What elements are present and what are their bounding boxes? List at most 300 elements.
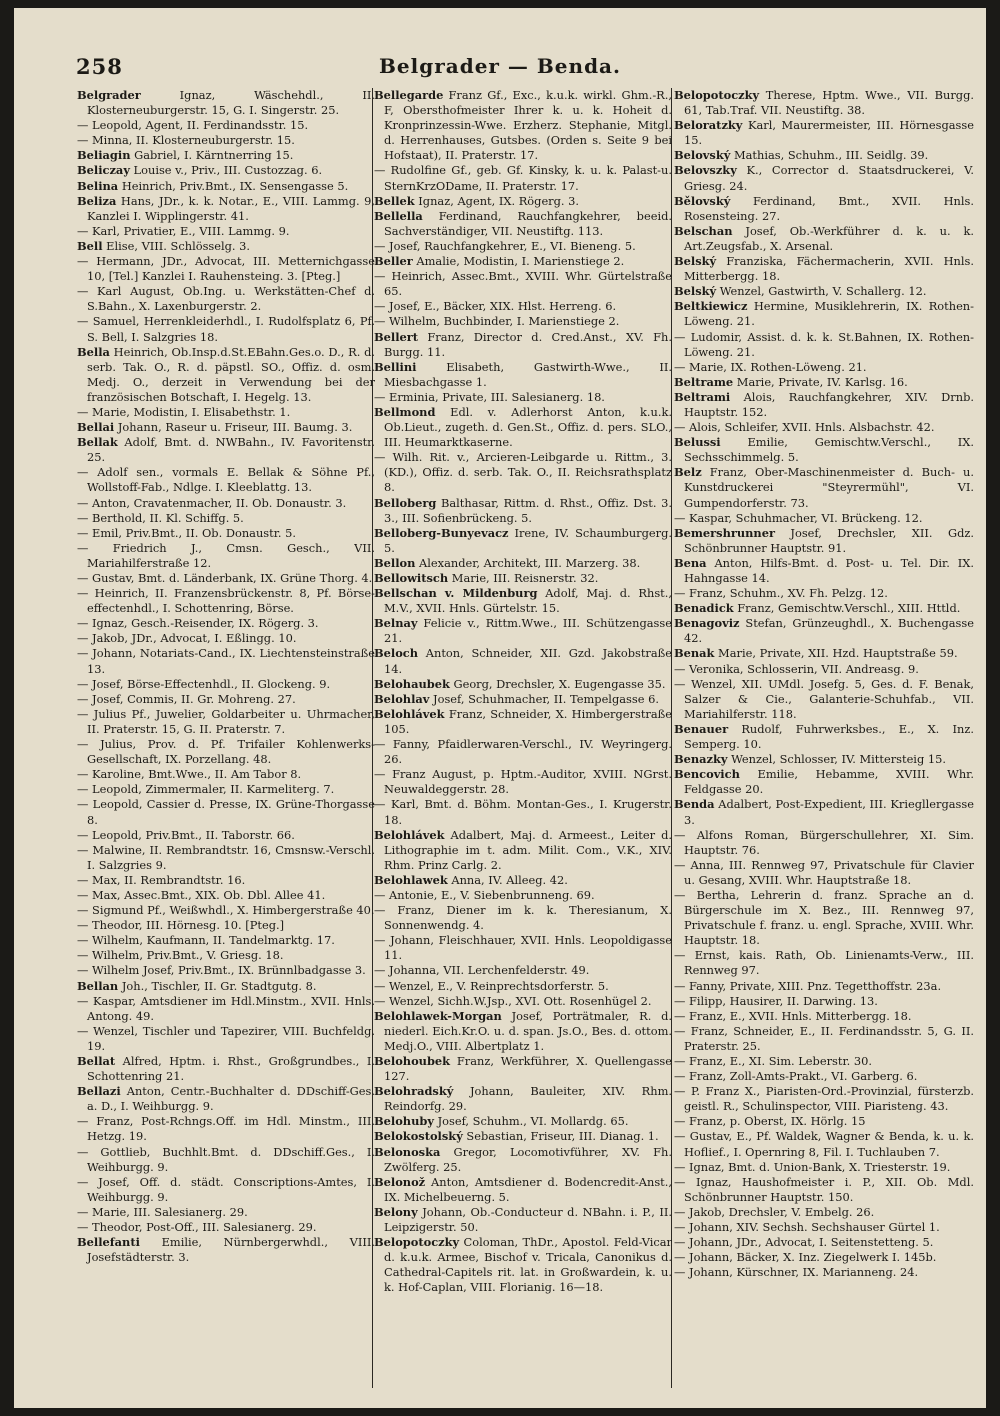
directory-entry	[77, 586, 375, 616]
directory-entry	[77, 767, 375, 782]
entry-text: — Josef, Commis, II. Gr. Mohreng. 27.	[77, 691, 296, 706]
entry-text: Hans, JDr., k. k. Notar., E., VIII. Lammg. 9, Kanzlei I. Wipplingerstr. 41.	[87, 193, 375, 223]
directory-entry	[374, 88, 672, 163]
entry-text: — Erminia, Private, III. Salesianerg. 18.	[374, 389, 605, 404]
directory-entry	[77, 133, 375, 148]
directory-entry	[77, 1220, 375, 1235]
entry-text: Ignaz, Wäschehdl., II. Klosterneuburgerstr. 15, G. I. Singerstr. 25.	[87, 88, 375, 118]
entry-surname: Bellan	[77, 978, 119, 993]
entry-text: Stefan, Grünzeughdl., X. Buchengasse 42.	[684, 616, 974, 646]
entry-text: — Theodor, III. Hörnesg. 10. [Pteg.]	[77, 918, 285, 933]
directory-entry	[77, 345, 375, 405]
directory-entry	[77, 1114, 375, 1144]
directory-entry	[374, 692, 672, 707]
directory-entry	[374, 1205, 672, 1235]
entry-surname: Belohlawek	[374, 872, 448, 887]
directory-entry	[374, 163, 672, 193]
entry-surname: Belokostolský	[374, 1129, 463, 1144]
directory-entry	[674, 1205, 974, 1220]
entry-text: Therese, Hptm. Wwe., VII. Burgg. 61, Tab.Traf. VII. Neustiftg. 38.	[684, 88, 974, 118]
entry-text: — Josef, E., Bäcker, XIX. Hlst. Herreng. 6.	[374, 299, 617, 314]
directory-entry	[374, 405, 672, 450]
entry-text: — Franz, p. Oberst, IX. Hörlg. 15	[674, 1114, 866, 1129]
entry-text: Gregor, Locomotivführer, XV. Fh. Zwölferg. 25.	[384, 1144, 672, 1174]
entry-text: Karl, Maurermeister, III. Hörnesgasse 15.	[684, 118, 974, 148]
entry-surname: Belloberg	[374, 495, 437, 510]
directory-entry	[374, 571, 672, 586]
entry-text: Emilie, Hebamme, XVIII. Whr. Feldgasse 20.	[684, 767, 974, 797]
directory-entry	[674, 828, 974, 858]
entry-text: Johann, Bauleiter, XIV. Rhm. Reindorfg. 29.	[384, 1084, 672, 1114]
entry-text: — Ignaz, Haushofmeister i. P., XII. Ob. Mdl. Schönbrunner Hauptstr. 150.	[674, 1174, 974, 1204]
entry-text: Franz, Ober-Maschinenmeister d. Buch- u. Kunstdruckerei "Steyrermühl", VI. Gumpendorferstr. 73.	[684, 465, 974, 510]
directory-entry	[674, 1220, 974, 1235]
directory-entry	[374, 933, 672, 963]
entry-text: Josef, Schuhm., VI. Mollardg. 65.	[433, 1114, 629, 1129]
directory-entry	[374, 828, 672, 873]
directory-entry	[77, 420, 375, 435]
directory-entry	[77, 963, 375, 978]
directory-entry	[374, 450, 672, 495]
directory-entry	[77, 888, 375, 903]
directory-entry	[374, 646, 672, 676]
entry-surname: Bella	[77, 344, 110, 359]
directory-entry	[674, 1084, 974, 1114]
directory-entry	[77, 873, 375, 888]
directory-entry	[674, 646, 974, 661]
directory-entry	[77, 918, 375, 933]
directory-entry	[674, 254, 974, 284]
entry-text: Gabriel, I. Kärntnerring 15.	[130, 148, 294, 163]
directory-entry	[77, 1054, 375, 1084]
directory-entry	[77, 194, 375, 224]
directory-entry	[674, 420, 974, 435]
directory-entry	[674, 1250, 974, 1265]
directory-entry	[674, 375, 974, 390]
entry-text: — Leopold, Agent, II. Ferdinandsstr. 15.	[77, 118, 309, 133]
entry-text: — Karl August, Ob.Ing. u. Werkstätten-Chef d. S.Bahn., X. Laxenburgerstr. 2.	[77, 284, 375, 314]
entry-text: Hermine, Musiklehrerin, IX. Rothen-Löweng. 21.	[684, 299, 974, 329]
entry-text: Sebastian, Friseur, III. Dianag. 1.	[462, 1129, 659, 1144]
entry-text: — Franz, E., XVII. Hnls. Mitterbergg. 18.	[674, 1008, 912, 1023]
directory-entry	[674, 88, 974, 118]
directory-entry	[374, 330, 672, 360]
entry-text: — Malwine, II. Rembrandtstr. 16, Cmsnsw.-Verschl. I. Salzgries 9.	[77, 842, 375, 872]
entry-surname: Beltrame	[674, 374, 734, 389]
directory-entry	[77, 797, 375, 827]
directory-entry	[77, 571, 375, 586]
directory-entry	[77, 496, 375, 511]
directory-entry	[674, 1054, 974, 1069]
entry-text: — Leopold, Cassier d. Presse, IX. Grüne-Thorgasse 8.	[77, 797, 375, 827]
directory-entry	[77, 1205, 375, 1220]
entry-surname: Belonoska	[374, 1144, 441, 1159]
entry-surname: Beloratzky	[674, 118, 743, 133]
entry-text: — Wenzel, Sichh.W.Jsp., XVI. Ott. Rosenhügel 2.	[374, 993, 652, 1008]
entry-surname: Bellert	[374, 329, 419, 344]
entry-surname: Benauer	[674, 721, 729, 736]
directory-entry	[77, 1175, 375, 1205]
directory-entry	[374, 1084, 672, 1114]
entry-text: — Franz, Schneider, E., II. Ferdinandsstr. 5, G. II. Praterstr. 25.	[674, 1023, 974, 1053]
entry-text: — Wilhelm, Kaufmann, II. Tandelmarktg. 17.	[77, 933, 335, 948]
column-2	[374, 88, 672, 1398]
directory-entry	[77, 88, 375, 118]
entry-text: — Sigmund Pf., Weißwhdl., X. Himbergerstraße 40.	[77, 903, 375, 918]
entry-text: Anton, Hilfs-Bmt. d. Post- u. Tel. Dir. IX. Hahngasse 14.	[684, 555, 974, 585]
running-head: Belgrader — Benda.	[379, 54, 621, 78]
entry-text: Joh., Tischler, II. Gr. Stadtgutg. 8.	[118, 978, 317, 993]
entry-text: — Ignaz, Bmt. d. Union-Bank, X. Triesterstr. 19.	[674, 1159, 951, 1174]
directory-entry	[77, 224, 375, 239]
entry-surname: Belz	[674, 465, 702, 480]
entry-surname: Beliagin	[77, 148, 131, 163]
entry-text: Franz Gf., Exc., k.u.k. wirkl. Ghm.-R., F, Obersthofmeister Ihrer k. u. k. Hoheit d. Kronprinzessin-Wwe. Erzherz. Stephanie, Mitgl. d. Herrenhauses, Gutsbes. (Orden s. Seite 9 bei Hofstaat), II. Praterstr. 17.	[384, 88, 672, 163]
entry-text: Wenzel, Gastwirth, V. Schallerg. 12.	[716, 284, 927, 299]
entry-text: — Alfons Roman, Bürgerschullehrer, XI. Sim. Hauptstr. 76.	[674, 827, 974, 857]
column-3	[674, 88, 974, 1398]
entry-text: Wenzel, Schlosser, IV. Mittersteig 15.	[727, 752, 946, 767]
directory-entry	[77, 163, 375, 178]
entry-text: — Johann, Fleischhauer, XVII. Hnls. Leopoldigasse 11.	[374, 933, 672, 963]
entry-text: Johann, Raseur u. Friseur, III. Baumg. 3.	[114, 420, 353, 435]
directory-entry	[674, 390, 974, 420]
entry-surname: Belovský	[674, 148, 731, 163]
directory-entry	[77, 254, 375, 284]
directory-entry	[374, 797, 672, 827]
entry-text: — Julius Pf., Juwelier, Goldarbeiter u. Uhrmacher, II. Praterstr. 15, G. II. Praterstr. 7.	[77, 706, 375, 736]
entry-text: — Josef, Off. d. städt. Conscriptions-Amtes, I. Weihburgg. 9.	[77, 1174, 375, 1204]
entry-surname: Bellak	[77, 435, 118, 450]
directory-entry	[77, 148, 375, 163]
directory-entry	[674, 858, 974, 888]
entry-surname: Bell	[77, 238, 103, 253]
entry-text: — Friedrich J., Cmsn. Gesch., VII. Mariahilferstraße 12.	[77, 540, 375, 570]
entry-text: — Franz, Schuhm., XV. Fh. Pelzg. 12.	[674, 586, 888, 601]
directory-entry	[77, 631, 375, 646]
directory-page	[14, 8, 986, 1408]
entry-text: — Berthold, II. Kl. Schiffg. 5.	[77, 510, 244, 525]
directory-entry	[674, 662, 974, 677]
entry-surname: Belony	[374, 1204, 418, 1219]
entry-surname: Belohlawek-Morgan	[374, 1008, 502, 1023]
entry-text: Coloman, ThDr., Apostol. Feld-Vicar d. k.u.k. Armee, Bischof v. Tricala, Canonikus d. Cathedral-Capitels rit. lat. in Großwardein, k. u. k. Hof-Caplan, VIII. Florianig. 16—18.	[384, 1235, 672, 1295]
entry-surname: Beliczay	[77, 163, 130, 178]
directory-entry	[674, 1160, 974, 1175]
entry-surname: Belovszky	[674, 163, 737, 178]
entry-surname: Bellowitsch	[374, 571, 449, 585]
entry-surname: Belgrader	[77, 88, 141, 102]
entry-text: — Anna, III. Rennweg 97, Privatschule für Clavier u. Gesang, XVIII. Whr. Hauptstraße 18.	[674, 857, 974, 887]
directory-entry	[674, 163, 974, 193]
directory-entry	[374, 873, 672, 888]
directory-entry	[674, 888, 974, 948]
directory-entry	[374, 1129, 672, 1144]
directory-entry	[374, 209, 672, 239]
entry-text: — Alois, Schleifer, XVII. Hnls. Alsbachstr. 42.	[674, 420, 935, 435]
directory-entry	[674, 948, 974, 978]
directory-entry	[77, 1024, 375, 1054]
entry-surname: Bellschan v. Mildenburg	[374, 586, 538, 601]
entry-text: Heinrich, Ob.Insp.d.St.EBahn.Ges.o. D., R. d. serb. Tak. O., R. d. päpstl. SO., Offiz. d. osm. Medj. O., derzeit in Verwendung bei der französischen Botschaft, I. Hegelg. 13.	[87, 344, 375, 404]
entry-surname: Bellegarde	[374, 88, 444, 102]
entry-text: Rudolf, Fuhrwerksbes., E., X. Inz. Semperg. 10.	[684, 721, 974, 752]
directory-entry	[674, 1069, 974, 1084]
directory-entry	[77, 511, 375, 526]
directory-entry	[674, 556, 974, 586]
entry-text: Adalbert, Maj. d. Armeest., Leiter d. Lithographie im t. adm. Milit. Com., V.K., XIV. Rhm. Prinz Carlg. 2.	[384, 827, 672, 872]
entry-text: Edl. v. Adlerhorst Anton, k.u.k. Ob.Lieut., zugeth. d. Gen.St., Offiz. d. pers. SLO., III. Heumarktkaserne.	[384, 404, 672, 450]
entry-text: Balthasar, Rittm. d. Rhst., Offiz. Dst. 3. 3., III. Sofienbrückeng. 5.	[384, 495, 672, 525]
entry-text: — Heinrich, Assec.Bmt., XVIII. Whr. Gürtelstraße 65.	[374, 269, 672, 299]
entry-text: — Johann, Bäcker, X. Inz. Ziegelwerk I. 145b.	[674, 1250, 937, 1265]
entry-surname: Bellmond	[374, 404, 436, 419]
entry-text: — Heinrich, II. Franzensbrückenstr. 8, Pf. Börse-effectenhdl., I. Schottenring, Börse.	[77, 586, 375, 616]
entry-surname: Beller	[374, 254, 413, 269]
entry-text: — Ignaz, Gesch.-Reisender, IX. Rögerg. 3.	[77, 616, 319, 631]
directory-entry	[77, 646, 375, 676]
directory-entry	[77, 239, 375, 254]
entry-surname: Beliza	[77, 193, 117, 208]
directory-entry	[674, 677, 974, 722]
entry-surname: Bellai	[77, 420, 115, 435]
page-number: 258	[76, 54, 123, 79]
directory-entry	[77, 541, 375, 571]
entry-text: Alfred, Hptm. i. Rhst., Großgrundbes., I. Schottenring 21.	[87, 1054, 375, 1084]
directory-entry	[77, 1145, 375, 1175]
entry-text: — Wenzel, XII. UMdl. Josefg. 5, Ges. d. F. Benak, Salzer & Cie., Galanterie-Schuhfab., VII. Mariahilferstr. 118.	[674, 676, 974, 721]
entry-surname: Benagoviz	[674, 616, 740, 631]
entry-text: — Marie, III. Salesianerg. 29.	[77, 1204, 248, 1219]
directory-entry	[674, 330, 974, 360]
entry-surname: Bemershrunner	[674, 525, 775, 540]
directory-entry	[374, 994, 672, 1009]
entry-text: Adalbert, Post-Expedient, III. Kriegllergasse 3.	[684, 797, 974, 827]
entry-surname: Belohaubek	[374, 676, 450, 691]
directory-entry	[374, 1145, 672, 1175]
entry-text: Ferdinand, Rauchfangkehrer, beeid. Sachverständiger, VII. Neustiftg. 113.	[384, 208, 672, 238]
entry-text: — Marie, Modistin, I. Elisabethstr. 1.	[77, 404, 291, 419]
entry-surname: Belohlávek	[374, 706, 445, 721]
entry-surname: Bělovský	[674, 193, 731, 208]
entry-text: Amalie, Modistin, I. Marienstiege 2.	[412, 254, 625, 269]
directory-entry	[374, 360, 672, 390]
directory-entry	[77, 994, 375, 1024]
entry-text: — Franz, Post-Rchngs.Off. im Hdl. Minstm., III. Hetzg. 19.	[77, 1114, 375, 1144]
entry-text: — Wenzel, Tischler und Tapezirer, VIII. Buchfeldg. 19.	[77, 1023, 375, 1053]
entry-text: — Gustav, E., Pf. Waldek, Wagner & Benda, k. u. k. Hoflief., I. Opernring 8, Fil. I. Tuchlauben 7.	[674, 1129, 974, 1159]
entry-text: Alois, Rauchfangkehrer, XIV. Drnb. Hauptstr. 152.	[684, 389, 974, 419]
directory-entry	[77, 692, 375, 707]
directory-entry	[77, 979, 375, 994]
entry-text: Anton, Amtsdiener d. Bodencredit-Anst., IX. Michelbeuerng. 5.	[384, 1174, 672, 1204]
directory-entry	[374, 390, 672, 405]
directory-entry	[374, 269, 672, 299]
directory-entry	[374, 239, 672, 254]
entry-surname: Belohlav	[374, 691, 430, 706]
directory-entry	[77, 465, 375, 495]
entry-text: Johann, Ob.-Conducteur d. NBahn. i. P., II. Leipzigerstr. 50.	[384, 1204, 672, 1235]
entry-text: Heinrich, Priv.Bmt., IX. Sensengasse 5.	[118, 178, 349, 193]
directory-entry	[77, 737, 375, 767]
entry-text: Anton, Centr.-Buchhalter d. DDschiff-Ges. a. D., I. Weihburgg. 9.	[87, 1084, 375, 1114]
directory-entry	[374, 496, 672, 526]
entry-text: — Max, II. Rembrandtstr. 16.	[77, 872, 246, 887]
entry-text: — Marie, IX. Rothen-Löweng. 21.	[674, 359, 867, 374]
entry-surname: Belohoubek	[374, 1054, 451, 1068]
entry-text: — Johann, Kürschner, IX. Marianneng. 24.	[674, 1265, 919, 1280]
entry-text: Marie, III. Reisnerstr. 32.	[448, 571, 599, 585]
entry-text: Felicie v., Rittm.Wwe., III. Schützengasse 21.	[384, 616, 672, 646]
directory-entry	[674, 224, 974, 254]
entry-text: — Wilhelm, Priv.Bmt., V. Griesg. 18.	[77, 948, 284, 963]
directory-entry	[674, 526, 974, 556]
entry-text: — Julius, Prov. d. Pf. Trifailer Kohlenwerks-Gesellschaft, IX. Porzellang. 48.	[77, 737, 375, 767]
entry-text: — Gottlieb, Buchhlt.Bmt. d. DDschiff.Ges., I. Weihburgg. 9.	[77, 1144, 375, 1174]
entry-text: — Karl, Privatier, E., VIII. Lammg. 9.	[77, 223, 290, 238]
entry-text: Mathias, Schuhm., III. Seidlg. 39.	[730, 148, 929, 163]
directory-entry	[374, 707, 672, 737]
entry-text: Josef, Porträtmaler, R. d. niederl. Eich.Kr.O. u. d. span. Js.O., Bes. d. ottom. Medj.O., VIII. Albertplatz 1.	[384, 1008, 672, 1053]
entry-text: — Max, Assec.Bmt., XIX. Ob. Dbl. Allee 41.	[77, 887, 326, 902]
entry-text: Adolf, Maj. d. Rhst., M.V., XVII. Hnls. Gürtelstr. 15.	[384, 586, 672, 616]
entry-text: — Karl, Bmt. d. Böhm. Montan-Ges., I. Krugerstr. 18.	[374, 797, 672, 827]
directory-entry	[374, 767, 672, 797]
entry-surname: Belonož	[374, 1174, 426, 1189]
directory-entry	[374, 254, 672, 269]
entry-text: — Josef, Börse-Effectenhdl., II. Glockeng. 9.	[77, 676, 331, 691]
entry-surname: Belopotoczky	[674, 88, 760, 102]
entry-text: — Franz, E., XI. Sim. Leberstr. 30.	[674, 1054, 873, 1068]
entry-text: Anna, IV. Alleeg. 42.	[447, 872, 568, 887]
directory-entry	[77, 179, 375, 194]
entry-text: — Kaspar, Amtsdiener im Hdl.Minstm., XVII. Hnls. Antong. 49.	[77, 993, 375, 1023]
entry-text: — Wilh. Rit. v., Arcieren-Leibgarde u. Rittm., 3. (KD.), Offiz. d. serb. Tak. O., II. Reichsrathsplatz 8.	[374, 450, 672, 495]
entry-text: — Karoline, Bmt.Wwe., II. Am Tabor 8.	[77, 767, 302, 782]
directory-entry	[374, 299, 672, 314]
entry-text: Franz, Schneider, X. Himbergerstraße 105.	[384, 706, 672, 736]
directory-entry	[674, 797, 974, 827]
directory-entry	[374, 903, 672, 933]
directory-entry	[77, 903, 375, 918]
entry-text: — Wilhelm, Buchbinder, I. Marienstiege 2.	[374, 314, 620, 329]
entry-text: — Johanna, VII. Lerchenfelderstr. 49.	[374, 963, 590, 978]
entry-surname: Bellini	[374, 359, 417, 374]
entry-text: — Anton, Cravatenmacher, II. Ob. Donaustr. 3.	[77, 495, 347, 510]
entry-surname: Beltrami	[674, 389, 731, 404]
entry-text: Franz, Director d. Cred.Anst., XV. Fh. Burgg. 11.	[384, 329, 672, 359]
entry-text: — Jakob, Drechsler, V. Embelg. 26.	[674, 1204, 875, 1219]
entry-text: Louise v., Priv., III. Custozzag. 6.	[129, 163, 323, 178]
entry-text: Josef, Schuhmacher, II. Tempelgasse 6.	[429, 691, 659, 706]
entry-surname: Belloberg-Bunyevacz	[374, 525, 509, 540]
entry-surname: Belschan	[674, 223, 733, 238]
entry-surname: Belohuby	[374, 1114, 434, 1129]
entry-surname: Benda	[674, 797, 715, 812]
entry-surname: Bellon	[374, 555, 416, 570]
entry-text: Emilie, Gemischtw.Verschl., IX. Sechsschimmelg. 5.	[684, 435, 974, 465]
entry-text: Franziska, Fächermacherin, XVII. Hnls. Mitterbergg. 18.	[684, 254, 974, 284]
directory-entry	[77, 118, 375, 133]
directory-entry	[77, 314, 375, 344]
entry-text: Josef, Drechsler, XII. Gdz. Schönbrunner Hauptstr. 91.	[684, 525, 974, 555]
directory-entry	[674, 1009, 974, 1024]
directory-entry	[674, 1114, 974, 1129]
directory-entry	[374, 677, 672, 692]
directory-entry	[674, 979, 974, 994]
entry-text: — Emil, Priv.Bmt., II. Ob. Donaustr. 5.	[77, 525, 297, 540]
entry-text: — Ernst, kais. Rath, Ob. Linienamts-Verw., III. Rennweg 97.	[674, 948, 974, 978]
directory-entry	[374, 737, 672, 767]
directory-entry	[77, 435, 375, 465]
entry-text: — Adolf sen., vormals E. Bellak & Söhne Pf., Wollstoff-Fab., Ndlge. I. Kleeblattg. 13.	[77, 465, 375, 495]
entry-surname: Belussi	[674, 435, 721, 450]
entry-text: — Franz, Zoll-Amts-Prakt., VI. Garberg. 6.	[674, 1069, 918, 1084]
directory-entry	[674, 511, 974, 526]
entry-text: Josef, Ob.-Werkführer d. k. u. k. Art.Zeugsfab., X. Arsenal.	[684, 223, 974, 253]
entry-text: — Leopold, Zimmermaler, II. Karmeliterg. 7.	[77, 782, 335, 797]
entry-text: Georg, Drechsler, X. Eugengasse 35.	[449, 676, 666, 691]
directory-entry	[674, 118, 974, 148]
directory-entry	[77, 948, 375, 963]
directory-entry	[674, 148, 974, 163]
directory-entry	[77, 707, 375, 737]
entry-surname: Benadick	[674, 601, 734, 616]
entry-surname: Beltkiewicz	[674, 299, 748, 314]
directory-entry	[374, 963, 672, 978]
directory-entry	[374, 1054, 672, 1084]
entry-text: — Johann, JDr., Advocat, I. Seitenstetteng. 5.	[674, 1235, 934, 1250]
directory-entry	[674, 1175, 974, 1205]
entry-text: — Wilhelm Josef, Priv.Bmt., IX. Brünnlbadgasse 3.	[77, 963, 366, 978]
directory-entry	[77, 933, 375, 948]
directory-entry	[674, 194, 974, 224]
entry-surname: Belnay	[374, 616, 418, 631]
entry-surname: Bellazi	[77, 1084, 121, 1099]
directory-entry	[674, 767, 974, 797]
entry-text: — Wenzel, E., V. Reinprechtsdorferstr. 5.	[374, 978, 609, 993]
entry-surname: Bellat	[77, 1054, 116, 1068]
entry-text: Elise, VIII. Schlösselg. 3.	[102, 238, 251, 253]
entry-text: — Jakob, JDr., Advocat, I. Eßlingg. 10.	[77, 631, 297, 646]
entry-surname: Belský	[674, 284, 717, 299]
directory-entry	[374, 1009, 672, 1054]
entry-text: Ignaz, Agent, IX. Rögerg. 3.	[414, 193, 580, 208]
entry-text: — Johann, Notariats-Cand., IX. Liechtensteinstraße 13.	[77, 646, 375, 676]
page-header	[14, 46, 986, 86]
entry-text: — Franz August, p. Hptm.-Auditor, XVIII. NGrst. Neuwaldeggerstr. 28.	[374, 767, 672, 797]
directory-entry	[77, 782, 375, 797]
entry-text: — Josef, Rauchfangkehrer, E., VI. Bieneng. 5.	[374, 238, 636, 253]
entry-surname: Belský	[674, 254, 717, 269]
entry-text: — Fanny, Private, XIII. Pnz. Tegetthoffstr. 23a.	[674, 978, 942, 993]
directory-entry	[374, 314, 672, 329]
directory-entry	[374, 556, 672, 571]
entry-text: Emilie, Nürnbergerwhdl., VIII. Josefstädterstr. 3.	[87, 1235, 375, 1265]
directory-entry	[674, 586, 974, 601]
entry-surname: Beloch	[374, 646, 419, 661]
entry-text: — Antonie, E., V. Siebenbrunneng. 69.	[374, 887, 595, 902]
directory-entry	[674, 465, 974, 510]
entry-text: — Samuel, Herrenkleiderhdl., I. Rudolfsplatz 6, Pf. S. Bell, I. Salzgries 18.	[77, 314, 375, 344]
directory-entry	[674, 299, 974, 329]
directory-entry	[674, 1265, 974, 1280]
entry-text: Elisabeth, Gastwirth-Wwe., II. Miesbachgasse 1.	[384, 359, 672, 389]
directory-entry	[77, 828, 375, 843]
entry-surname: Bellella	[374, 208, 423, 223]
entry-text: — Kaspar, Schuhmacher, VI. Brückeng. 12.	[674, 510, 923, 525]
entry-surname: Belina	[77, 178, 119, 193]
